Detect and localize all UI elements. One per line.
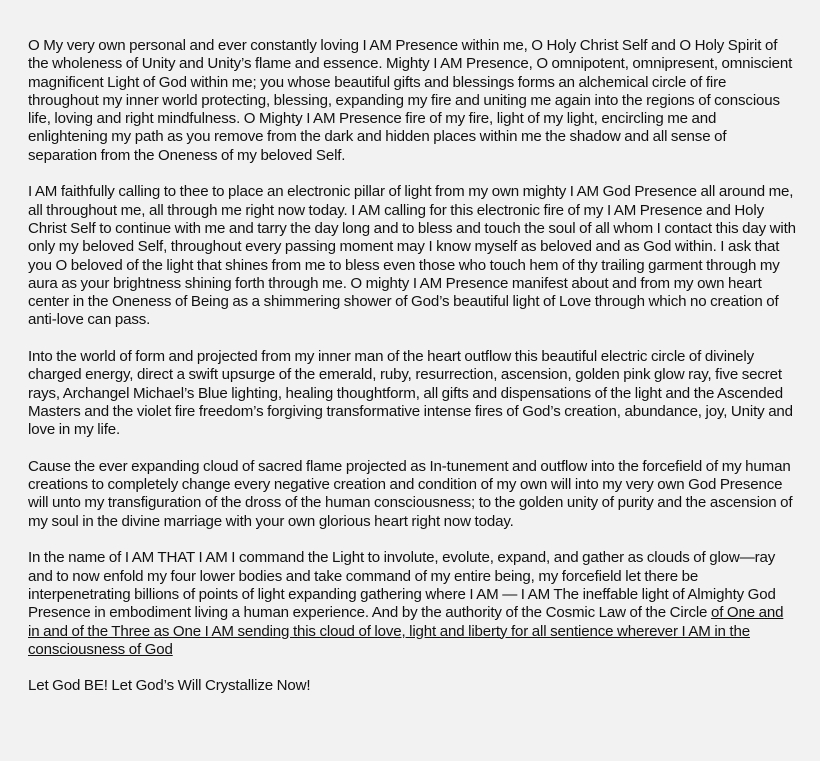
paragraph-command	[28, 549, 796, 659]
paragraph-world-of-form: Into the world of form and projected from my inner man of the heart outflow this beautiful electric circle of divinely charged energy, direct a swift upsurge of the emerald, ruby, resurrection, ascension, golden pink glow ray, five secret rays, Archangel Michael’s Blue lighting, healing thoughtform, all gifts and dispensations of the light and the Ascended Masters and the violet fire freedom’s forgiving transformative intense fires of God’s creation, abundance, joy, Unity and love in my life.	[28, 348, 793, 439]
paragraph-sacred-flame: Cause the ever expanding cloud of sacred flame projected as In-tunement and outflow into the forcefield of my human creations to completely change every negative creation and condition of my own will into my very own God Presence will unto my transfiguration of the dross of the human consciousness; to the golden unity of purity and the ascension of my soul in the divine marriage with your own glorious heart right now today.	[28, 457, 793, 530]
paragraph-closing: Let God BE! Let God’s Will Crystallize Now!	[28, 677, 311, 695]
paragraph-invocation: O My very own personal and ever constantly loving I AM Presence within me, O Holy Christ Self and O Holy Spirit of the wholeness of Unity and Unity’s flame and essence. Mighty I AM Presence, O omnipotent, omnipresent, omniscient magnificent Light of God within me; you whose beautiful gifts and blessings forms an alchemical circle of fire throughout my inner world protecting, blessing, expanding my fire and uniting me again into the regions of conscious life, loving and right mindfulness. O Mighty I AM Presence fire of my fire, light of my light, encircling me and enlightening my path as you remove from the dark and hidden places within me the shadow and all sense of separation from the Oneness of my beloved Self.	[28, 37, 793, 164]
command-underlined-text: of One and in and of the Three as One I AM sending this cloud of love, light and liberty for all sentience wherever I AM in the consciousness of God	[28, 604, 784, 658]
command-text: In the name of I AM THAT I AM I command the Light to involute, evolute, expand, and gather as clouds of glow—ray and to now enfold my four lower bodies and take command of my entire being, my forcefield let there be interpenetrating billions of points of light expanding gathering where I AM — I AM The ineffable light of Almighty God Presence in embodiment living a human experience. And by the authority of the Cosmic Law of the Circle	[28, 549, 776, 622]
document-body	[28, 37, 796, 714]
paragraph-calling: I AM faithfully calling to thee to place an electronic pillar of light from my own mighty I AM God Presence all around me, all throughout me, all through me right now today. I AM calling for this electronic fire of my I AM Presence and Holy Christ Self to continue with me and tarry the day long and to bless and touch the soul of all whom I contact this day with only my beloved Self, throughout every passing moment may I know myself as beloved and as God within. I ask that you O beloved of the light that shines from me to bless even those who touch hem of thy trailing garment through my aura as your brightness shining forth through me. O mighty I AM Presence manifest about and from my own heart center in the Oneness of Being as a shimmering shower of God’s beautiful light of Love through which no creation of anti-love can pass.	[28, 183, 796, 329]
